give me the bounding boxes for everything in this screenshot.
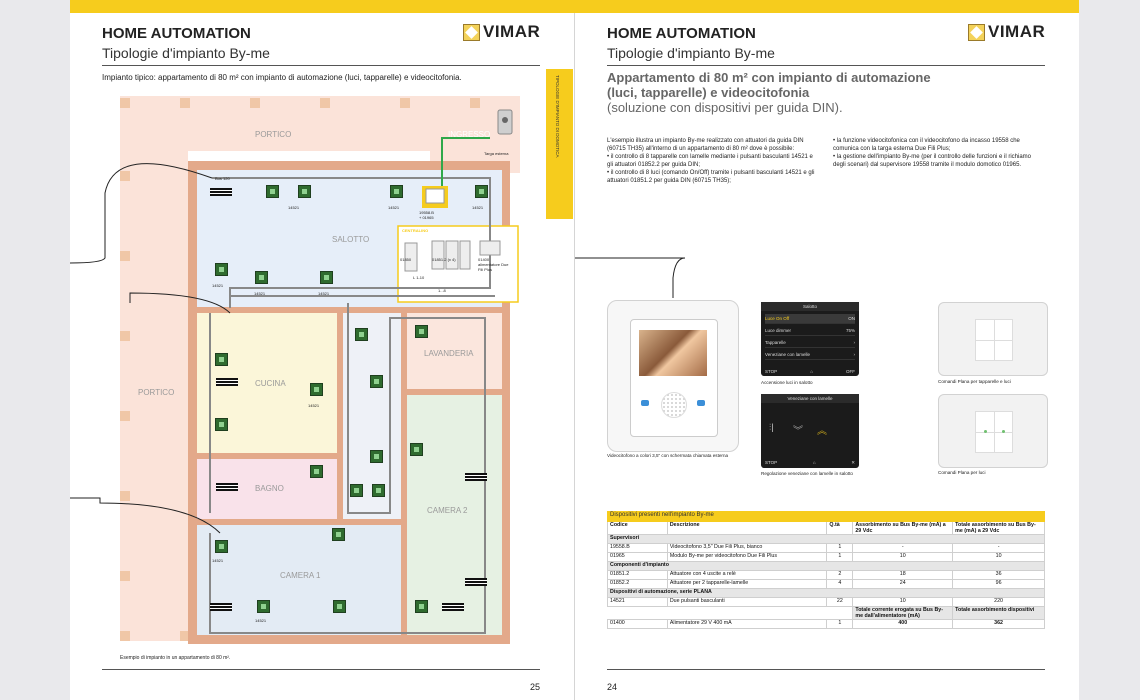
label-portico-left: PORTICO — [138, 388, 175, 397]
device-code: 14521 — [472, 205, 484, 210]
blind-icon — [210, 188, 232, 196]
device-code: 14521 — [288, 205, 300, 210]
pushbutton-14521 — [355, 328, 368, 341]
actuator-code: 01851.2 (x 4) — [432, 257, 456, 262]
floor-plan — [70, 13, 574, 673]
pushbutton-14521 — [320, 271, 333, 284]
right-page — [575, 13, 1079, 700]
plana-tapp-caption: Comandi Plana per tapparelle e luci — [938, 379, 1011, 384]
devices-table — [607, 511, 1045, 629]
pushbutton-14521 — [310, 383, 323, 396]
pushbutton-14521 — [350, 484, 363, 497]
pushbutton-14521 — [215, 418, 228, 431]
video-caption: Videocitofono a colori 3,5" con schermata chiamata esterna — [607, 453, 729, 458]
blind-slat-icon: ⫶| — [769, 422, 774, 432]
pushbutton-14521 — [215, 540, 228, 553]
pushbutton-14521 — [215, 353, 228, 366]
label-targa: Targa esterna — [484, 151, 509, 156]
label-cucina: CUCINA — [255, 379, 286, 388]
label-centralino: CENTRALINO — [402, 228, 429, 233]
table-title: Dispositivi presenti nell'impianto By-me — [608, 512, 1045, 522]
body-bullet: • il controllo di 8 luci (comando On/Off) tramite i pulsanti basculanti 14521 e gli attuatori 01851.2 per guida DIN (60715 TH35); — [607, 170, 815, 184]
plana-plate-blinds — [938, 302, 1048, 376]
t-label: 1...8 — [438, 288, 446, 293]
pushbutton-14521 — [370, 375, 383, 388]
label-lavanderia: LAVANDERIA — [424, 349, 474, 358]
brochure-spread — [70, 0, 1079, 700]
pushbutton-14521 — [372, 484, 385, 497]
device-code: 14521 — [254, 291, 266, 296]
pushbutton-14521 — [257, 600, 270, 613]
label-ingresso: INGRESSO — [448, 130, 491, 139]
table-row: 14521 Due pulsanti basculanti 22 10 220 — [608, 598, 1045, 607]
table-row: 19558.B Videocitofono 3,5" Due Fili Plus, bianco 1 - - — [608, 544, 1045, 553]
device-code: 14521 — [388, 205, 400, 210]
tapparelle-screen: Veneziane con lamelle ⫶| ︾ ︽ STOP ⌂ ✕ — [761, 394, 859, 468]
body-column-2 — [833, 137, 1043, 169]
table-header: Codice Descrizione Q.tà Assorbimento su Bus By-me (mA) a 29 Vdc Totale assorbimento su Bus By-me (mA) a 29 Vdc — [608, 522, 1045, 535]
tapparelle-caption: Regolazione veneziane con lamelle in salotto — [761, 471, 853, 476]
page-number: 25 — [530, 682, 541, 692]
pushbutton-14521 — [310, 465, 323, 478]
blind-icon — [442, 603, 464, 611]
pushbutton-14521 — [475, 185, 488, 198]
label-bagno: BAGNO — [255, 484, 284, 493]
label-portico-top: PORTICO — [255, 130, 292, 139]
section-heading: Appartamento di 80 m² con impianto di automazione (luci, tapparelle) e videocitofonia — [607, 70, 931, 100]
plana-plate-lights — [938, 394, 1048, 468]
key-icon — [641, 400, 649, 406]
pushbutton-14521 — [390, 185, 403, 198]
chevron-up-icon: ︽ — [817, 426, 827, 437]
table-section: Dispositivi di automazione, serie PLANA — [608, 589, 1045, 598]
blind-icon — [216, 483, 238, 491]
handset-icon — [697, 400, 705, 406]
pushbutton-14521 — [215, 263, 228, 276]
power-supply-code: 01400 alimentatore Due Fili Plus — [478, 257, 509, 272]
screen-row: Veneziane con lamelle › — [765, 350, 855, 360]
screen-row: Luce On Off ON — [765, 314, 855, 324]
device-code: 14521 — [318, 291, 330, 296]
plana-luci-caption: Comandi Plana per luci — [938, 470, 986, 475]
section-heading-note: (soluzione con dispositivi per guida DIN). — [607, 100, 843, 115]
video-screen — [639, 330, 707, 376]
header-rule — [607, 65, 1045, 66]
device-code: 14521 — [308, 403, 320, 408]
table-row: 01851.2 Attuatore con 4 uscite a relè 2 18 36 — [608, 571, 1045, 580]
luci-caption: Accensione luci in salotto — [761, 380, 813, 385]
screen-footer: STOP ⌂ OFF — [765, 369, 855, 374]
footer-rule — [607, 669, 1045, 670]
label-salotto: SALOTTO — [332, 235, 370, 244]
speaker-grill-icon — [661, 392, 687, 418]
page-title: HOME AUTOMATION — [102, 25, 251, 42]
screen-footer: STOP ⌂ ✕ — [765, 460, 855, 465]
actuator-code: 01850 — [400, 257, 412, 262]
pushbutton-14521 — [332, 528, 345, 541]
pushbutton-14521 — [298, 185, 311, 198]
videocitofono-image — [607, 300, 739, 452]
page-subtitle: Tipologie d'impianto By-me — [607, 45, 775, 61]
body-paragraph: L'esempio illustra un impianto By-me realizzato con attuatori da guida DIN (60715 TH35) all'interno di un appartamento di 80 m² dove è possibile: — [607, 138, 804, 152]
side-tab: TIPOLOGIE D'IMPIANTO DI DOMOTICA — [546, 69, 573, 219]
bus-label: Bus 120 — [215, 176, 230, 181]
pushbutton-14521 — [370, 450, 383, 463]
page-title: HOME AUTOMATION — [607, 25, 756, 42]
table-summary-row: 01400 Alimentatore 29 V 400 mA 1 400 362 — [608, 620, 1045, 629]
screen-row: Luce dimmer 75% — [765, 326, 855, 336]
label-camera1: CAMERA 1 — [280, 571, 321, 580]
pushbutton-14521 — [415, 325, 428, 338]
callout-line — [575, 248, 1079, 308]
body-column-1 — [607, 137, 817, 185]
pushbutton-14521 — [266, 185, 279, 198]
device-code: 14521 — [212, 558, 224, 563]
vimar-logo-icon — [968, 24, 985, 41]
blind-icon — [210, 603, 232, 611]
screen-row: Tapparelle › — [765, 338, 855, 348]
chevron-down-icon: ︾ — [793, 426, 803, 437]
page-number: 24 — [607, 682, 618, 692]
pushbutton-14521 — [333, 600, 346, 613]
room-camera2 — [407, 395, 502, 635]
table-summary-header: Totale corrente erogata su Bus By-me dall'alimentatore (mA) Totale assorbimento dispositivi — [608, 607, 1045, 620]
plan-caption: Impianto tipico: appartamento di 80 m² con impianto di automazione (luci, tapparelle) e videocitofonia. — [102, 73, 462, 82]
left-page — [70, 13, 574, 700]
blind-icon — [465, 473, 487, 481]
luci-screen: Salotto Luce On Off ON Luce dimmer 75% Tapparelle › Veneziane con lamelle › STOP ⌂ OFF — [761, 302, 859, 376]
device-code: 14521 — [255, 618, 267, 623]
l-label: L 1-10 — [413, 275, 425, 280]
plan-footer-caption: Esempio di impianto in un appartamento di 80 m². — [120, 655, 231, 661]
page-subtitle: Tipologie d'impianto By-me — [102, 45, 270, 61]
device-code: 14521 — [212, 283, 224, 288]
body-bullet: • il controllo di 8 tapparelle con lamelle mediante i pulsanti basculanti 14521 e gli attuatori 01852.2 per guida DIN; — [607, 154, 813, 168]
label-camera2: CAMERA 2 — [427, 506, 468, 515]
pushbutton-14521 — [415, 600, 428, 613]
blind-icon — [216, 378, 238, 386]
pushbutton-14521 — [255, 271, 268, 284]
vimar-logo: VIMAR — [968, 22, 1045, 42]
body-bullet: • la gestione dell'impianto By-me (per il controllo delle funzioni e il richiamo degli scenari) dal supervisore 19558 tramite il modulo domotico 01965. — [833, 154, 1032, 168]
pushbutton-14521 — [410, 443, 423, 456]
yellow-top-band — [70, 0, 1079, 13]
blind-icon — [465, 578, 487, 586]
vimar-logo: VIMAR — [463, 22, 540, 42]
video-code: 19558.B + 01965 — [419, 210, 434, 220]
footer-rule — [102, 669, 540, 670]
table-section: Supervisori — [608, 535, 1045, 544]
table-row: 01965 Modulo By-me per videocitofono Due Fili Plus 1 10 10 — [608, 553, 1045, 562]
body-bullet: • la funzione videocitofonica con il videocitofono da incasso 19558 che comunica con la targa esterna Due Fili Plus; — [833, 138, 1020, 152]
table-row: 01852.2 Attuatore per 2 tapparelle-lamelle 4 24 96 — [608, 580, 1045, 589]
table-section: Componenti d'impianto — [608, 562, 1045, 571]
